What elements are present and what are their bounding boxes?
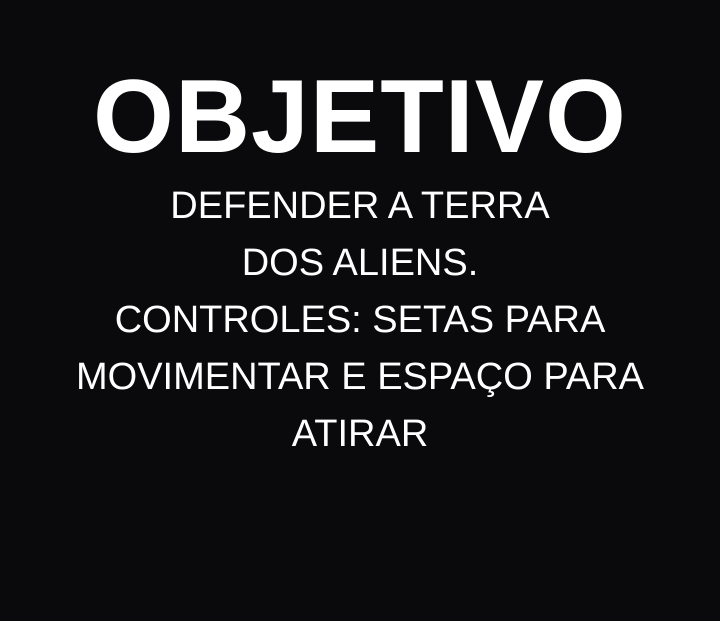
instruction-line-4: MOVIMENTAR E ESPAÇO PARA <box>76 356 644 398</box>
instruction-line-5: ATIRAR <box>291 413 429 455</box>
instruction-line-2: DOS ALIENS. <box>241 242 479 284</box>
instruction-line-3: CONTROLES: SETAS PARA <box>114 299 606 341</box>
instruction-line-1: DEFENDER A TERRA <box>170 185 550 227</box>
instructions-text <box>0 178 720 463</box>
objective-title: OBJETIVO <box>93 59 627 175</box>
